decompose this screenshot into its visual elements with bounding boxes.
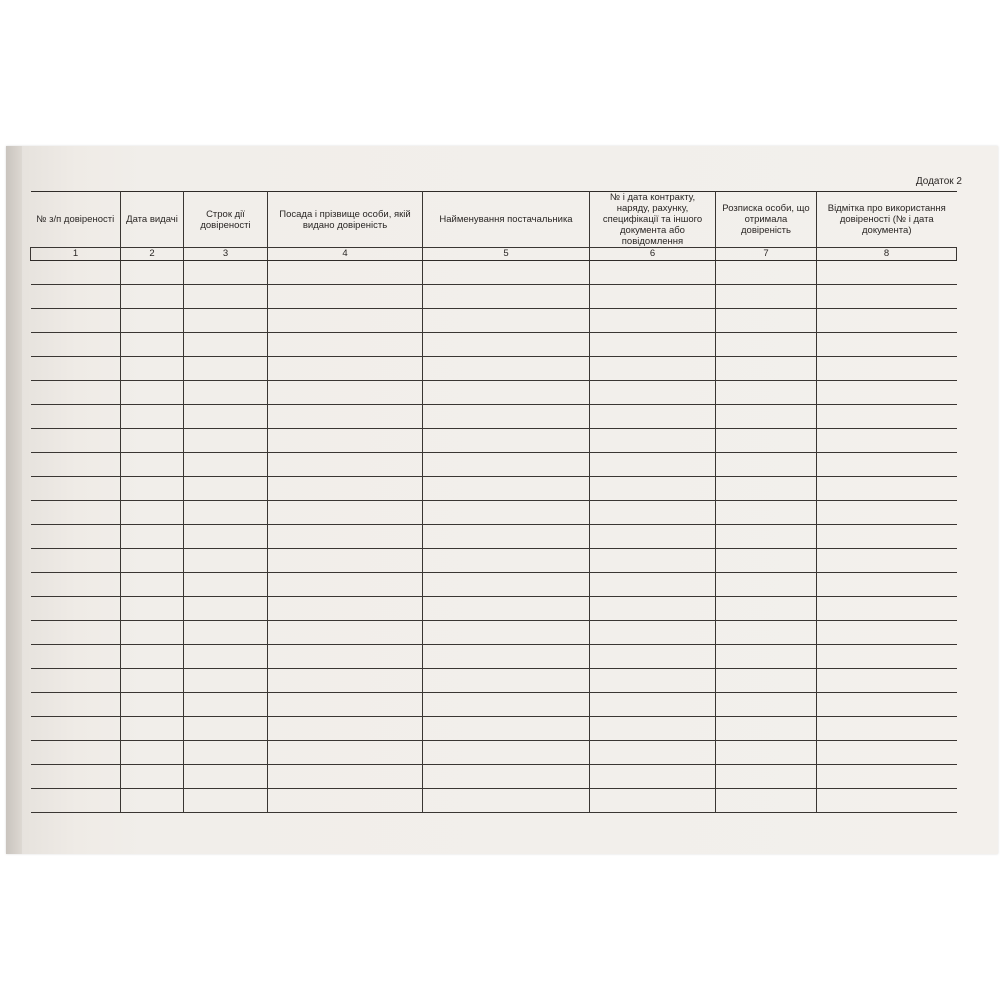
table-cell[interactable] [423, 549, 590, 573]
table-cell[interactable] [184, 309, 268, 333]
table-cell[interactable] [716, 477, 817, 501]
table-cell[interactable] [590, 549, 716, 573]
table-cell[interactable] [817, 693, 957, 717]
table-cell[interactable] [716, 693, 817, 717]
table-cell[interactable] [423, 453, 590, 477]
table-cell[interactable] [31, 525, 121, 549]
table-row [31, 645, 957, 669]
table-cell[interactable] [423, 621, 590, 645]
table-row [31, 669, 957, 693]
table-cell[interactable] [817, 405, 957, 429]
table-cell[interactable] [184, 789, 268, 813]
table-cell[interactable] [716, 309, 817, 333]
table-cell[interactable] [184, 381, 268, 405]
table-cell[interactable] [31, 429, 121, 453]
table-cell[interactable] [184, 573, 268, 597]
table-row [31, 693, 957, 717]
table-cell[interactable] [590, 309, 716, 333]
table-cell[interactable] [31, 501, 121, 525]
table-cell[interactable] [817, 669, 957, 693]
table-cell[interactable] [184, 453, 268, 477]
column-header-validity-period: Строк дії довіреності [184, 192, 268, 248]
table-row [31, 621, 957, 645]
table-cell[interactable] [121, 717, 184, 741]
table-cell[interactable] [31, 453, 121, 477]
table-cell[interactable] [423, 333, 590, 357]
table-cell[interactable] [423, 261, 590, 285]
table-cell[interactable] [590, 741, 716, 765]
column-header-issue-date: Дата видачі [121, 192, 184, 248]
table-cell[interactable] [590, 405, 716, 429]
table-cell[interactable] [423, 693, 590, 717]
table-cell[interactable] [716, 333, 817, 357]
table-cell[interactable] [184, 549, 268, 573]
table-cell[interactable] [268, 789, 423, 813]
table-cell[interactable] [817, 765, 957, 789]
table-row [31, 717, 957, 741]
table-cell[interactable] [184, 501, 268, 525]
table-cell[interactable] [590, 381, 716, 405]
table-cell[interactable] [268, 597, 423, 621]
table-cell[interactable] [716, 429, 817, 453]
table-cell[interactable] [817, 333, 957, 357]
column-header-number: № з/п довіреності [31, 192, 121, 248]
table-cell[interactable] [121, 261, 184, 285]
table-cell[interactable] [184, 765, 268, 789]
table-cell[interactable] [121, 477, 184, 501]
column-number: 7 [716, 248, 817, 261]
table-cell[interactable] [716, 741, 817, 765]
table-cell[interactable] [817, 501, 957, 525]
table-cell[interactable] [423, 405, 590, 429]
table-cell[interactable] [590, 501, 716, 525]
table-cell[interactable] [423, 741, 590, 765]
table-cell[interactable] [121, 429, 184, 453]
table-cell[interactable] [121, 501, 184, 525]
table-cell[interactable] [817, 381, 957, 405]
table-cell[interactable] [184, 429, 268, 453]
table-row [31, 309, 957, 333]
table-cell[interactable] [268, 693, 423, 717]
table-cell[interactable] [716, 381, 817, 405]
table-cell[interactable] [31, 573, 121, 597]
table-row [31, 525, 957, 549]
table-cell[interactable] [817, 597, 957, 621]
table-cell[interactable] [268, 285, 423, 309]
table-cell[interactable] [716, 669, 817, 693]
table-cell[interactable] [817, 429, 957, 453]
column-number: 4 [268, 248, 423, 261]
table-cell[interactable] [31, 333, 121, 357]
table-cell[interactable] [31, 381, 121, 405]
table-cell[interactable] [121, 381, 184, 405]
table-cell[interactable] [121, 621, 184, 645]
table-cell[interactable] [423, 357, 590, 381]
table-row [31, 501, 957, 525]
table-cell[interactable] [423, 597, 590, 621]
table-cell[interactable] [268, 357, 423, 381]
table-cell[interactable] [590, 333, 716, 357]
table-cell[interactable] [716, 789, 817, 813]
power-of-attorney-register-table [30, 191, 957, 813]
table-cell[interactable] [590, 597, 716, 621]
table-cell[interactable] [184, 357, 268, 381]
table-cell[interactable] [31, 789, 121, 813]
table-cell[interactable] [121, 645, 184, 669]
table-cell[interactable] [31, 645, 121, 669]
table-cell[interactable] [423, 285, 590, 309]
table-cell[interactable] [423, 381, 590, 405]
table-cell[interactable] [268, 501, 423, 525]
table-cell[interactable] [590, 525, 716, 549]
table-cell[interactable] [590, 789, 716, 813]
column-header-supplier: Найменування постачальника [423, 192, 590, 248]
table-cell[interactable] [268, 549, 423, 573]
table-cell[interactable] [268, 333, 423, 357]
table-row [31, 453, 957, 477]
table-row [31, 285, 957, 309]
table-cell[interactable] [121, 333, 184, 357]
table-cell[interactable] [590, 261, 716, 285]
column-number: 8 [817, 248, 957, 261]
table-cell[interactable] [184, 717, 268, 741]
appendix-label: Додаток 2 [915, 176, 962, 187]
table-cell[interactable] [31, 285, 121, 309]
table-cell[interactable] [590, 693, 716, 717]
table-row [31, 597, 957, 621]
table-cell[interactable] [121, 765, 184, 789]
table-cell[interactable] [268, 717, 423, 741]
table-cell[interactable] [268, 621, 423, 645]
table-cell[interactable] [268, 309, 423, 333]
table-cell[interactable] [590, 717, 716, 741]
table-cell[interactable] [423, 717, 590, 741]
table-cell[interactable] [590, 429, 716, 453]
table-cell[interactable] [31, 717, 121, 741]
table-cell[interactable] [184, 597, 268, 621]
table-cell[interactable] [121, 789, 184, 813]
column-header-position-name: Посада і прізвище особи, якій видано довіреність [268, 192, 423, 248]
table-cell[interactable] [31, 477, 121, 501]
table-cell[interactable] [716, 621, 817, 645]
table-cell[interactable] [817, 477, 957, 501]
table-cell[interactable] [121, 573, 184, 597]
table-cell[interactable] [184, 693, 268, 717]
table-cell[interactable] [590, 621, 716, 645]
column-header-contract-document: № і дата контракту, наряду, рахунку, специфікації та іншого документа або повідомлення [590, 192, 716, 248]
table-cell[interactable] [716, 405, 817, 429]
table-cell[interactable] [817, 741, 957, 765]
table-cell[interactable] [121, 357, 184, 381]
table-cell[interactable] [817, 525, 957, 549]
table-cell[interactable] [121, 453, 184, 477]
table-cell[interactable] [716, 765, 817, 789]
table-cell[interactable] [817, 717, 957, 741]
table-row [31, 405, 957, 429]
table-cell[interactable] [268, 429, 423, 453]
table-cell[interactable] [423, 477, 590, 501]
table-cell[interactable] [184, 285, 268, 309]
table-cell[interactable] [121, 525, 184, 549]
table-row [31, 381, 957, 405]
table-cell[interactable] [31, 405, 121, 429]
table-cell[interactable] [423, 573, 590, 597]
table-cell[interactable] [423, 765, 590, 789]
table-cell[interactable] [590, 645, 716, 669]
table-cell[interactable] [268, 573, 423, 597]
table-cell[interactable] [121, 309, 184, 333]
table-cell[interactable] [31, 597, 121, 621]
table-row [31, 549, 957, 573]
table-cell[interactable] [184, 477, 268, 501]
table-cell[interactable] [31, 621, 121, 645]
table-cell[interactable] [817, 549, 957, 573]
table-cell[interactable] [268, 669, 423, 693]
table-cell[interactable] [121, 405, 184, 429]
table-cell[interactable] [31, 669, 121, 693]
table-cell[interactable] [121, 285, 184, 309]
table-cell[interactable] [817, 285, 957, 309]
table-cell[interactable] [31, 765, 121, 789]
table-cell[interactable] [590, 453, 716, 477]
table-row [31, 261, 957, 285]
table-cell[interactable] [590, 357, 716, 381]
table-cell[interactable] [716, 549, 817, 573]
table-cell[interactable] [268, 261, 423, 285]
binding-edge [6, 146, 22, 854]
header-row [31, 192, 957, 248]
table-cell[interactable] [817, 453, 957, 477]
column-header-receipt-signature: Розписка особи, що отримала довіреність [716, 192, 817, 248]
table-row [31, 765, 957, 789]
table-cell[interactable] [268, 645, 423, 669]
table-cell[interactable] [716, 525, 817, 549]
table-cell[interactable] [184, 645, 268, 669]
table-cell[interactable] [817, 573, 957, 597]
table-cell[interactable] [268, 525, 423, 549]
table-row [31, 789, 957, 813]
register-page [6, 146, 998, 854]
table-cell[interactable] [268, 477, 423, 501]
table-cell[interactable] [817, 357, 957, 381]
table-cell[interactable] [716, 597, 817, 621]
table-cell[interactable] [31, 357, 121, 381]
table-cell[interactable] [716, 645, 817, 669]
table-cell[interactable] [817, 621, 957, 645]
table-cell[interactable] [31, 549, 121, 573]
table-cell[interactable] [423, 429, 590, 453]
table-cell[interactable] [423, 789, 590, 813]
table-cell[interactable] [184, 621, 268, 645]
table-cell[interactable] [184, 333, 268, 357]
table-cell[interactable] [31, 693, 121, 717]
table-cell[interactable] [423, 669, 590, 693]
table-cell[interactable] [121, 597, 184, 621]
table-row [31, 333, 957, 357]
table-cell[interactable] [590, 573, 716, 597]
table-cell[interactable] [121, 741, 184, 765]
table-cell[interactable] [184, 525, 268, 549]
table-cell[interactable] [716, 453, 817, 477]
column-number: 5 [423, 248, 590, 261]
table-cell[interactable] [423, 645, 590, 669]
table-cell[interactable] [121, 669, 184, 693]
table-cell[interactable] [184, 405, 268, 429]
column-number: 3 [184, 248, 268, 261]
table-cell[interactable] [268, 405, 423, 429]
table-cell[interactable] [31, 741, 121, 765]
table-cell[interactable] [423, 309, 590, 333]
table-row [31, 357, 957, 381]
table-cell[interactable] [423, 501, 590, 525]
table-row [31, 477, 957, 501]
table-cell[interactable] [590, 669, 716, 693]
table-row [31, 573, 957, 597]
column-header-usage-mark: Відмітка про використання довіреності (№ і дата документа) [817, 192, 957, 248]
table-cell[interactable] [268, 453, 423, 477]
table-cell[interactable] [184, 261, 268, 285]
column-number-row [31, 248, 957, 261]
table-cell[interactable] [817, 645, 957, 669]
column-number: 2 [121, 248, 184, 261]
table-cell[interactable] [31, 261, 121, 285]
table-cell[interactable] [716, 501, 817, 525]
column-number: 6 [590, 248, 716, 261]
register-body [31, 261, 957, 813]
table-cell[interactable] [268, 381, 423, 405]
table-cell[interactable] [716, 573, 817, 597]
table-cell[interactable] [817, 309, 957, 333]
column-number: 1 [31, 248, 121, 261]
table-cell[interactable] [31, 309, 121, 333]
table-cell[interactable] [268, 765, 423, 789]
table-cell[interactable] [716, 357, 817, 381]
table-cell[interactable] [817, 789, 957, 813]
table-cell[interactable] [817, 261, 957, 285]
table-cell[interactable] [590, 765, 716, 789]
table-cell[interactable] [184, 669, 268, 693]
table-cell[interactable] [423, 525, 590, 549]
table-cell[interactable] [716, 261, 817, 285]
table-cell[interactable] [590, 477, 716, 501]
table-cell[interactable] [716, 285, 817, 309]
table-cell[interactable] [121, 693, 184, 717]
table-cell[interactable] [268, 741, 423, 765]
table-cell[interactable] [121, 549, 184, 573]
table-row [31, 741, 957, 765]
table-cell[interactable] [716, 717, 817, 741]
table-cell[interactable] [590, 285, 716, 309]
table-row [31, 429, 957, 453]
table-cell[interactable] [184, 741, 268, 765]
